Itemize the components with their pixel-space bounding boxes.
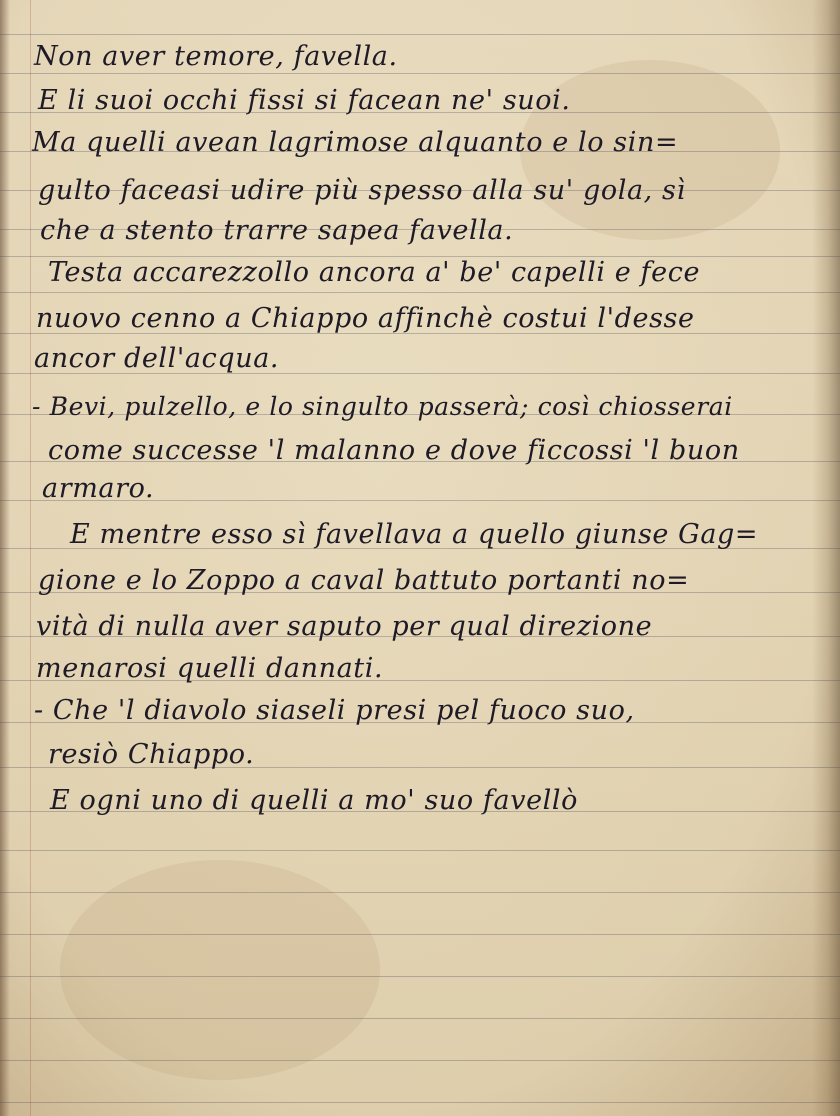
handwritten-line: che a stento trarre sapea favella. [40, 215, 514, 246]
handwritten-line: E mentre esso sì favellava a quello giunse Gag= [70, 519, 759, 550]
ruled-line [0, 1060, 840, 1061]
handwritten-line: - Che 'l diavolo siaseli presi pel fuoco suo, [34, 695, 635, 726]
handwritten-line: - Bevi, pulzello, e lo singulto passerà; così chiosserai [32, 392, 733, 421]
ruled-line [0, 934, 840, 935]
handwritten-line: nuovo cenno a Chiappo affinchè costui l'desse [36, 303, 695, 334]
handwritten-line: ancor dell'acqua. [34, 343, 280, 374]
handwritten-line: Testa accarezzollo ancora a' be' capelli e fece [48, 257, 701, 288]
ruled-line [0, 34, 840, 35]
page-left-edge [0, 0, 10, 1116]
ruled-line [0, 892, 840, 893]
handwritten-line: menarosi quelli dannati. [36, 653, 384, 684]
ruled-line [0, 976, 840, 977]
page-right-edge [812, 0, 840, 1116]
handwritten-line: Non aver temore, favella. [34, 41, 398, 72]
handwritten-line: gione e lo Zoppo a caval battuto portanti no= [38, 565, 690, 596]
handwritten-line: gulto faceasi udire più spesso alla su' gola, sì [38, 175, 686, 206]
ruled-line [0, 850, 840, 851]
ruled-line [0, 73, 840, 74]
margin-line [30, 0, 31, 1116]
handwritten-line: vità di nulla aver saputo per qual direzione [36, 611, 653, 642]
paper-stain [60, 860, 380, 1080]
handwritten-line: come successe 'l malanno e dove ficcossi 'l buon [48, 435, 740, 466]
handwritten-line: resiò Chiappo. [48, 739, 255, 770]
handwritten-line: E li suoi occhi fissi si facean ne' suoi. [38, 85, 571, 116]
handwritten-line: Ma quelli avean lagrimose alquanto e lo sin= [32, 127, 679, 158]
handwritten-line: armaro. [42, 473, 155, 504]
handwritten-line: E ogni uno di quelli a mo' suo favellò [50, 785, 578, 816]
ruled-line [0, 292, 840, 293]
ruled-line [0, 1018, 840, 1019]
ruled-line [0, 1102, 840, 1103]
